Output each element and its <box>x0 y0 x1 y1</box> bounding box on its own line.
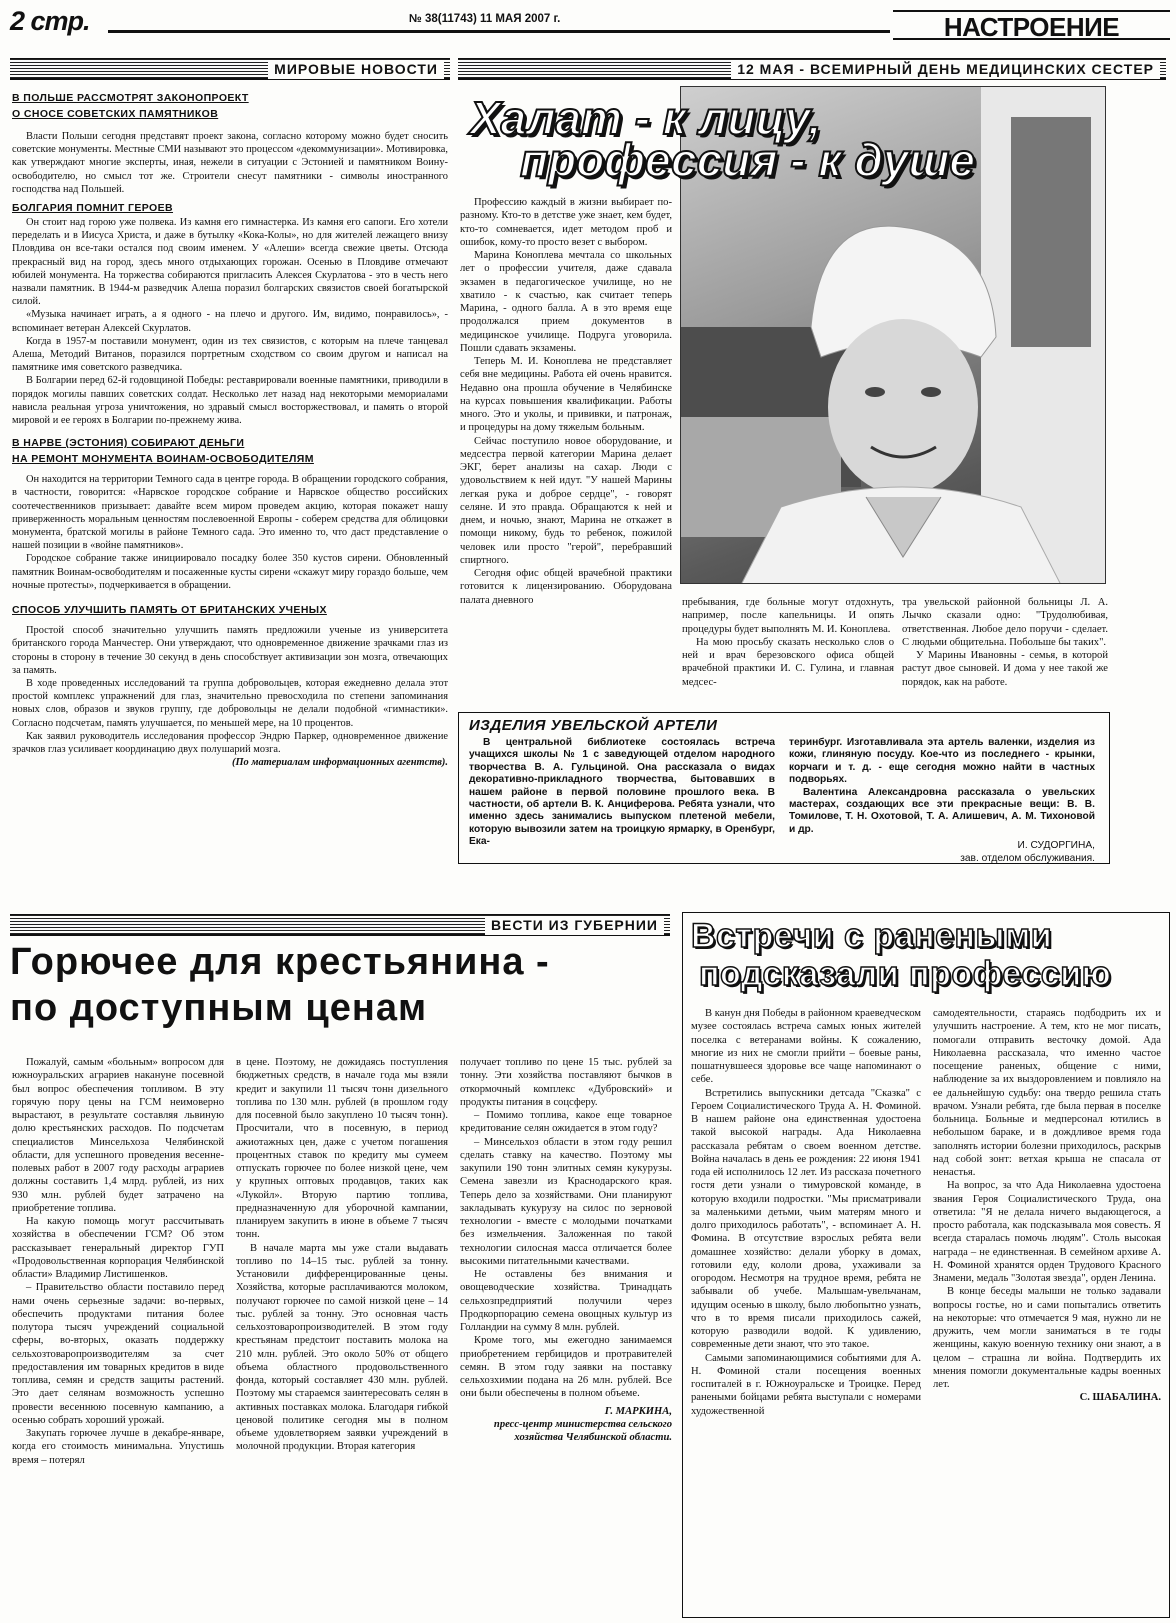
nurses-title-line-2: профессия - к душе <box>520 134 975 186</box>
world-headline-poland-2: О СНОСЕ СОВЕТСКИХ ПАМЯТНИКОВ <box>12 108 219 120</box>
nurses-text: На мою просьбу сказать несколько слов о ней и врач березовского офиса общей врачебной практики И. С. Гулина, и главная медсес- <box>682 636 894 688</box>
world-text: Он стоит над горою уже полвека. Из камня его гимнастерка. Из камня его сапоги. Его хотели переделать и в Иисуса Христа, и даже в бутылку «Кока-Колы», но для жителей лежащего внизу Пловдива он все-таки остался под своим именем. У «Алеши» всегда свежие цветы. Отсюда прекрасный вид на город, здесь много отдыхающих горожан. Осенью в Пловдиве отмечают юбилей монумента. На торжества собираются пригласить Алексея Скурлатова - это в честь него назвали памятник. В 1944-м разведчик Алеша поразил болгарских связистов своей богатырской силой. <box>12 217 448 308</box>
world-text: «Музыка начинает играть, а я одного - на плечо и другого. Им, видимо, понравилось», - вспоминает ветеран Алексей Скурлатов. <box>12 309 448 334</box>
fuel-text: – Помимо топлива, какое еще товарное кредитование селян ожидается в этом году? <box>460 1110 672 1135</box>
world-text: Когда в 1957-м поставили монумент, один из тех связистов, с которым на плече танцевал Алеша, Методий Витанов, поразился портретным сходством со своим другом и написал на памятнике имя советского разведчика. <box>12 335 448 374</box>
fuel-column-3 <box>460 1056 672 1618</box>
world-headline-memory: СПОСОБ УЛУЧШИТЬ ПАМЯТЬ ОТ БРИТАНСКИХ УЧЕНЫХ <box>12 604 327 617</box>
world-news-rubric-label: МИРОВЫЕ НОВОСТИ <box>268 60 444 79</box>
world-headline-bulgaria: БОЛГАРИЯ ПОМНИТ ГЕРОЕВ <box>12 202 174 215</box>
veterans-text: В канун дня Победы в районном краеведческом музее состоялась встреча самых юных жителей поселка с ветеранами войны. К сожалению, многие из них не смогли прийти – боевые раны, пошатнувшееся здоровье все чаще напоминают о себе. <box>691 1008 921 1086</box>
world-headline-narva-2: НА РЕМОНТ МОНУМЕНТА ВОИНАМ-ОСВОБОДИТЕЛЯМ <box>12 453 314 466</box>
veterans-signature: С. ШАБАЛИНА. <box>1079 1392 1161 1404</box>
fuel-title-line-2: по доступным ценам <box>10 987 428 1029</box>
nurses-text: Марина Коноплева мечтала со школьных лет о профессии учителя, даже сдавала экзамен в педагогическое училище, но не хватило - к счастью, как считает теперь Марина, - одного балла. А в это время еще продолжался прием документов в медицинское училище. Подруга уговорила. Пошли сдавать экзамены. <box>460 250 672 354</box>
fuel-text: В начале марта мы уже стали выдавать топливо по 14–15 тыс. рублей за тонну. Установили дифференцированные цены. Хозяйства, которые расплачиваются молоком, получают горючее по самой низкой цене – 14 тыс. рублей за тонну. Это основная часть сельхозтоваропроизводителей. В этом году крестьянам предстоит поставить молока на 210 млн. рублей. Это около 50% от общего объема областного продовольственного фонда, который составляет 430 млн. рублей. Поэтому мы стараемся заинтересовать селян в активных поставках молока. Благодаря гибкой ценовой политике сегодня мы в полном объеме удовлетворяем заявки учреждений в молочной продукции. Вторая категория <box>236 1242 448 1453</box>
veterans-title-line-2: подсказали профессию <box>699 955 1112 993</box>
fuel-text: Не оставлены без внимания и овощеводческие хозяйства. Тринадцать сельхозпредприятий получили через Продкорпорацию семена овощных культур из Голландии на сумму 8 млн. рублей. <box>460 1269 672 1333</box>
nurses-text: тра увельской районной больницы Л. А. Лычко сказали одно: "Трудолюбивая, ответственная. Любое дело поручи - сделает. С людьми общительна. Побольше бы таких". <box>902 597 1108 648</box>
artel-column-1 <box>469 737 775 865</box>
nurses-text: Профессию каждый в жизни выбирает по-разному. Кто-то в детстве уже знает, кем будет, кто-то сомневается, идет методом проб и ошибок, кому-то просто везет с выбором. <box>460 197 672 248</box>
nurses-text: Сейчас поступило новое оборудование, и медсестра первой категории Марина делает ЭКГ, берет анализы на сахар. Люди с удовольствием к ней идут. "У нашей Марины легкая рука и доброе сердце", - говорят селяне. И это правда. Обращаются к ней и днем, и ночью, знают, Марина не откажет в помощи никому, будь то ребенок, пожилой человек или просто "герой", перебравший спиртного. <box>460 435 672 566</box>
fuel-signature: Г. МАРКИНА, <box>604 1405 672 1417</box>
veterans-box <box>682 912 1170 1618</box>
world-source: (По материалам информационных агентств). <box>232 757 448 769</box>
world-text: В Болгарии перед 62-й годовщиной Победы: реставрировали военные памятники, приводили в порядок могилы павших советских солдат. Несколько лет назад над некоторыми мемориалами нависла реальная угроза уничтожения, но здравый смысл восторжествовал, и память о второй мировой и ее героях в Болгарии по-прежнему жива. <box>12 375 448 427</box>
nurses-column-1 <box>460 196 672 700</box>
fuel-text: получает топливо по цене 15 тыс. рублей за тонну. Эти хозяйства поставляют бычков в откормочный комплекс «Дубровский» и продукты питания в соцсферу. <box>460 1057 672 1108</box>
veterans-text: самодеятельности, стараясь подбодрить их и улучшить настроение. А тем, кто не мог писать, помогали отправить весточку домой. Ада Николаевна рассказала, что именно частое посещение раненых, общение с ними, наблюдение за их выздоровлением и повлияло на ее дальнейшую судьбу: она твердо решила стать врачом. Узнали ребята, где была первая в поселке больница. Больные и медперсонал ютились в небольшом бараке, и в дождливое время года заполнять истории болезни приходилось, раскрыв над собой зонт: ветхая крыша не спасала от ненастья. <box>933 1008 1161 1178</box>
nurses-text: У Марины Ивановны - семья, в которой растут двое сыновей. И дома у нее такой же порядок, как на работе. <box>902 650 1108 688</box>
veterans-title-line-1: Встречи с ранеными <box>691 917 1053 955</box>
region-news-rubric-label: ВЕСТИ ИЗ ГУБЕРНИИ <box>485 916 664 935</box>
nurses-column-2 <box>682 596 894 704</box>
artel-text: Валентина Александровна рассказала о увельских мастерах, создающих все эти прекрасные вещи: В. В. Томилове, Т. Н. Охотовой, Т. А. Алишевич, А. М. Тихоновой и др. <box>789 786 1095 835</box>
veterans-column-1 <box>691 1007 921 1617</box>
fuel-text: Пожалуй, самым «больным» вопросом для южноуральских аграриев накануне посевной был вопрос обеспечения топливом. В эту горячую пору цены на ГСМ неимоверно вырастают, в результате составляя львиную долю крестьянских расходов. По подсчетам специалистов Минсельхоза Челябинской области, для успешного проведения весенне-полевых работ в 2007 году расходы аграриев должны составить 1,4 млрд. рублей, из них 930 млн. рублей будет затрачено на приобретение топлива. <box>12 1057 224 1214</box>
world-headline-narva: В НАРВЕ (ЭСТОНИЯ) СОБИРАЮТ ДЕНЬГИ <box>12 437 245 450</box>
fuel-text: – Правительство области поставило перед нами очень серьезные задачи: во-первых, обеспечить продуктами питания более полутора тысяч учреждений социальной сферы, во-вторых, оказать поддержку сельхозтоваропроизводителям за счет предоставления им товарных кредитов в виде топлива, семян и средств защиты растений. Это дает селянам возможность успешно провести весеннюю посевную кампанию, а осенью собрать хороший урожай. <box>12 1282 224 1426</box>
nurses-text: Теперь М. И. Коноплева не представляет себя вне медицины. Работа ей очень нравится. Недавно она прошла обучение в Челябинске на курсах повышения квалификации. Работы много. Это и уколы, и прививки, и патронаж, и процедуры на дому тяжелым больным. <box>460 356 672 434</box>
world-news-column <box>12 86 448 898</box>
artel-column-2 <box>789 737 1095 865</box>
artel-signature: И. СУДОРГИНА, <box>1017 840 1095 852</box>
fuel-title-line-1: Горючее для крестьянина - <box>10 941 550 983</box>
region-news-rubric <box>10 914 670 936</box>
world-text: Как заявил руководитель исследования профессор Эндрю Паркер, одновременное движение зрачков глаз усиливает координацию двух полушарий мозга. <box>12 730 448 755</box>
veterans-text: На вопрос, за что Ада Николаевна удостоена звания Героя Социалистического Труда, она ответила: "Я не делала ничего выдающегося, а просто работала, как подсказывала моя совесть. Я всегда старалась помочь людям". Столь высокая награда – не единственная. В семейном архиве А. Н. Фоминой хранятся орден Трудового Красного Знамени, медаль "Золотая звезда", орден Ленина. <box>933 1180 1161 1284</box>
artel-position: зав. отделом обслуживания. <box>960 852 1095 864</box>
fuel-column-1 <box>12 1056 224 1618</box>
nurses-title-line-1: Халат - к лицу, <box>470 92 822 144</box>
nurses-text: пребывания, где больные могут отдохнуть, например, после капельницы. И опять процедуры будет выполнять М. И. Коноплева. <box>682 597 894 635</box>
issue-date: № 38(11743) 11 МАЯ 2007 г. <box>405 12 564 26</box>
header-rule <box>108 30 890 33</box>
world-text: Простой способ значительно улучшить память предложили ученые из университета британского города Манчестер. Они утверждают, что одновременное движение зрачками глаз из стороны в сторону в течение 30 секунд в день способствует активизации зон мозга, отвечающих за память. <box>12 625 448 676</box>
veterans-column-2 <box>933 1007 1161 1617</box>
fuel-text: в цене. Поэтому, не дожидаясь поступления бюджетных средств, в начале года мы взяли кредит и закупили 11 тысяч тонн дизельного топлива по 130 млн. рублей (в прошлом году для посевной было закуплено 10 тысяч тонн). Просчитали, что в посевную, в период ажиотажных цен, даже с учетом погашения процентных ставок по кредиту мы сумеем отпускать горючее по более низкой цене, чем у крупных оптовых продавцов, таких как «Лукойл». Вторую партию топлива, предназначенную для уборочной кампании, планируем закупить в июне в объеме 7 тысяч тонн. <box>236 1057 448 1241</box>
section-title: НАСТРОЕНИЕ <box>893 10 1170 40</box>
artel-title: ИЗДЕЛИЯ УВЕЛЬСКОЙ АРТЕЛИ <box>469 717 718 734</box>
world-news-rubric <box>10 58 450 80</box>
page-number: 2 стр. <box>10 6 90 36</box>
artel-text: теринбург. Изготавливала эта артель валенки, изделия из кожи, глиняную посуду. Кое-что из последнего - крынки, корчаги и т. д. - еще сегодня можно найти в частных подворьях. <box>789 737 1095 786</box>
fuel-column-2 <box>236 1056 448 1618</box>
fuel-text: Закупать горючее лучше в декабре-январе, когда его стоимость минимальна. Упустишь время – потерял <box>12 1428 224 1466</box>
veterans-text: В конце беседы малыши не только задавали вопросы гостье, но и сами попытались ответить на некоторые: что отмечается 9 мая, нужно ли не дружить, чем могли заниматься в те годы женщины, какую военную технику они знают, а в целом – страшна ли война. Подтвердить их мнения помогли документальные кадры военных лет. <box>933 1286 1161 1390</box>
artel-box <box>458 712 1110 864</box>
fuel-text: Кроме того, мы ежегодно занимаемся приобретением гербицидов и протравителей семян. В этом году заявки на поставку сельхозхимии подана на 26 млн. рублей. Все они были обеспечены в полном объеме. <box>460 1335 672 1400</box>
fuel-text: – Минсельхоз области в этом году решил сделать ставку на качество. Поэтому мы закупили 190 тонн элитных семян кукурузы. Семена завезли из Краснодарского края. Теперь дело за хозяйствами. Они планируют закладывать кукурузу на силос по зерновой технологии - вместе с молодыми початками без измельчения. Заложенная по такой технологии силосная масса отличается более высокими питательными качествами. <box>460 1136 672 1267</box>
world-text: Он находится на территории Темного сада в центре города. В обращении городского собрания, в частности, говорится: «Нарвское городское собрание и Нарвское общество российских соотечественников призывает: давайте всем миром проведем акцию, которая покажет нашу приверженность моральным ценностям послевоенной Европы - соберем средства для облицовки монумента, братской могилы в районе Темного сада. Это именно то, что даст представление о нашей позиции в «войне памятников». <box>12 474 448 552</box>
veterans-text: Самыми запоминающимися событиями для А. Н. Фоминой стали посещения военных госпиталей в г. Южноуральске и Троицке. Перед ранеными бойцами ребята выступали с номерами художественной <box>691 1352 921 1417</box>
world-headline-poland: В ПОЛЬШЕ РАССМОТРЯТ ЗАКОНОПРОЕКТ <box>12 92 249 104</box>
nurses-text: Сегодня офис общей врачебной практики готовится к лицензированию. Оборудована палата дневного <box>460 568 672 606</box>
nurses-day-rubric <box>458 58 1166 80</box>
nurses-day-rubric-label: 12 МАЯ - ВСЕМИРНЫЙ ДЕНЬ МЕДИЦИНСКИХ СЕСТЕР <box>731 60 1160 79</box>
world-text: Городское собрание также инициировало посадку более 350 кустов сирени. Обновленный памятник Воинам-освободителям и посаженные кусты сирени «скажут миру гораздо больше, чем ночные протесты», подчеркивается в обращении. <box>12 553 448 591</box>
fuel-text: На какую помощь могут рассчитывать хозяйства в обеспечении ГСМ? Об этом рассказывает генеральный директор ГУП «Продовольственная корпорация Челябинской области» Владимир Листишенков. <box>12 1216 224 1280</box>
world-text: В ходе проведенных исследований та группа добровольцев, которая ежедневно делала этот простой комплекс упражнений для глаз, значительно превосходила по степени запоминания новых слов, образов и звуков группу, где добровольцы не делали подобной «гимнастики». Согласно подсчетам, память улучшается, по меньшей мере, на 10 процентов. <box>12 677 448 729</box>
nurses-column-3 <box>902 596 1108 704</box>
fuel-position: пресс-центр министерства сельского хозяйства Челябинской области. <box>493 1418 672 1443</box>
artel-text: В центральной библиотеке состоялась встреча учащихся школы № 1 с заведующей отделом народного творчества В. А. Гульциной. Она рассказала о видах декоративно-прикладного творчества, бытовавших в нашем районе в первой половине прошлого века. В частности, об артели В. К. Анциферова. Ребята узнали, что именно здесь занимались выпуском плетеной мебели, которую вывозили затем на троицкую ярмарку, в Оренбург, Ека- <box>469 737 775 848</box>
world-text: Власти Польши сегодня представят проект закона, согласно которому можно будет сносить советские монументы. Местные СМИ называют это процессом «декоммунизации». Мотивировка, как утверждают многие эксперты, иная, нежели в ситуации с Эстонией и памятником Воину-освободителю, но смысл тот же. Строители снесут памятники - символы иностранного господства над Польшей. <box>12 131 448 195</box>
veterans-text: Встретились выпускники детсада "Сказка" с Героем Социалистического Труда А. Н. Фоминой. В нашем районе она единственная удостоена такой высокой награды. Ада Николаевна рассказала ребятам о своем военном детстве. Война началась в день ее рождения: 22 июня 1941 года ей исполнилось 12 лет. Из рассказа почетного гостя дети узнали о тимуровской команде, в которую входили подростки. "Мы присматривали за маленькими детьми, чьим матерям много и долго приходилось работать", - вспоминает А. Н. Фомина. В отсутствие взрослых ребята вели домашнее хозяйство: делали уборку в домах, готовили еду, кололи дрова, ухаживали за огородом. Несмотря на трудное время, ребята не забывали об учебе. Малышам-увельчанам, идущим осенью в школу, было любопытно узнать, что в то время писали приходилось сажей, которую разводили водой. К удивлению, современные дети знают, что это такое. <box>691 1087 921 1351</box>
